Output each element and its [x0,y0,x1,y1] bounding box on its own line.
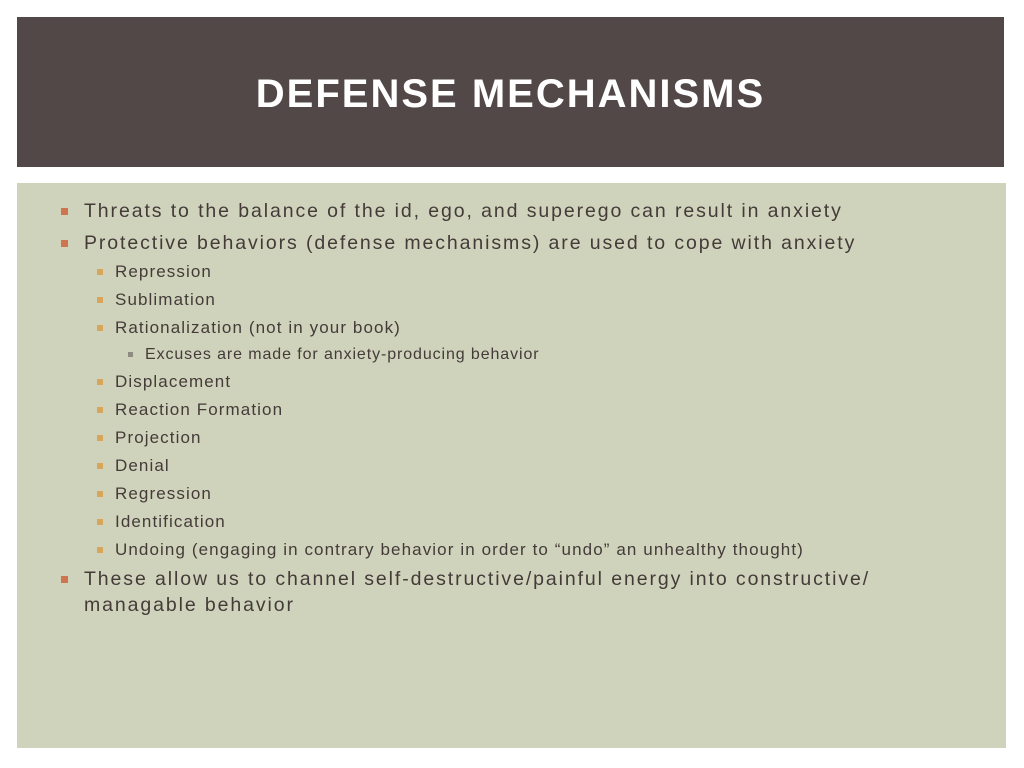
note-text: Excuses are made for anxiety-producing behavior [145,346,540,363]
mechanism-item-repression [115,258,1006,286]
bullet-text: Threats to the balance of the id, ego, and superego can result in anxiety [84,200,843,222]
square-bullet-icon [97,407,103,413]
mechanism-text: Sublimation [115,290,216,309]
square-bullet-icon [97,269,103,275]
square-bullet-icon [97,519,103,525]
mechanism-text: Identification [115,512,226,531]
square-bullet-icon [61,576,68,583]
mechanism-text: Repression [115,262,212,281]
mechanism-text: Denial [115,456,170,475]
bullet-protective [84,230,944,256]
bullet-text: These allow us to channel self-destructive/painful energy into constructive/ managable behavior [84,568,871,616]
mechanism-item-projection [115,424,1006,452]
mechanism-item-regression [115,480,1006,508]
square-bullet-icon [97,491,103,497]
bullet-threats [84,198,944,224]
slide-title: DEFENSE MECHANISMS [255,71,766,116]
mechanism-text: Displacement [115,372,232,391]
bullet-list [17,183,1006,618]
mechanism-item-identification [115,508,1006,536]
square-bullet-icon [128,352,133,357]
square-bullet-icon [61,240,68,247]
mechanism-item-displacement [115,368,1006,396]
square-bullet-icon [97,463,103,469]
square-bullet-icon [97,325,103,331]
square-bullet-icon [97,379,103,385]
mechanism-item-sublimation [115,286,1006,314]
mechanism-text: Reaction Formation [115,400,284,419]
title-bar [17,17,1004,167]
bullet-channel [84,566,944,618]
square-bullet-icon [97,435,103,441]
mechanism-text: Projection [115,428,202,447]
rationalization-note [145,342,1006,368]
mechanism-text: Rationalization (not in your book) [115,318,401,337]
square-bullet-icon [61,208,68,215]
mechanism-text: Regression [115,484,212,503]
mechanism-item-reaction-formation [115,396,1006,424]
mechanism-text: Undoing (engaging in contrary behavior in order to “undo” an unhealthy thought) [115,540,804,559]
mechanism-item-rationalization [115,314,1006,342]
mechanism-item-denial [115,452,1006,480]
square-bullet-icon [97,547,103,553]
bullet-text: Protective behaviors (defense mechanisms) are used to cope with anxiety [84,232,857,254]
content-area [17,183,1006,748]
square-bullet-icon [97,297,103,303]
mechanism-item-undoing [115,536,1006,564]
